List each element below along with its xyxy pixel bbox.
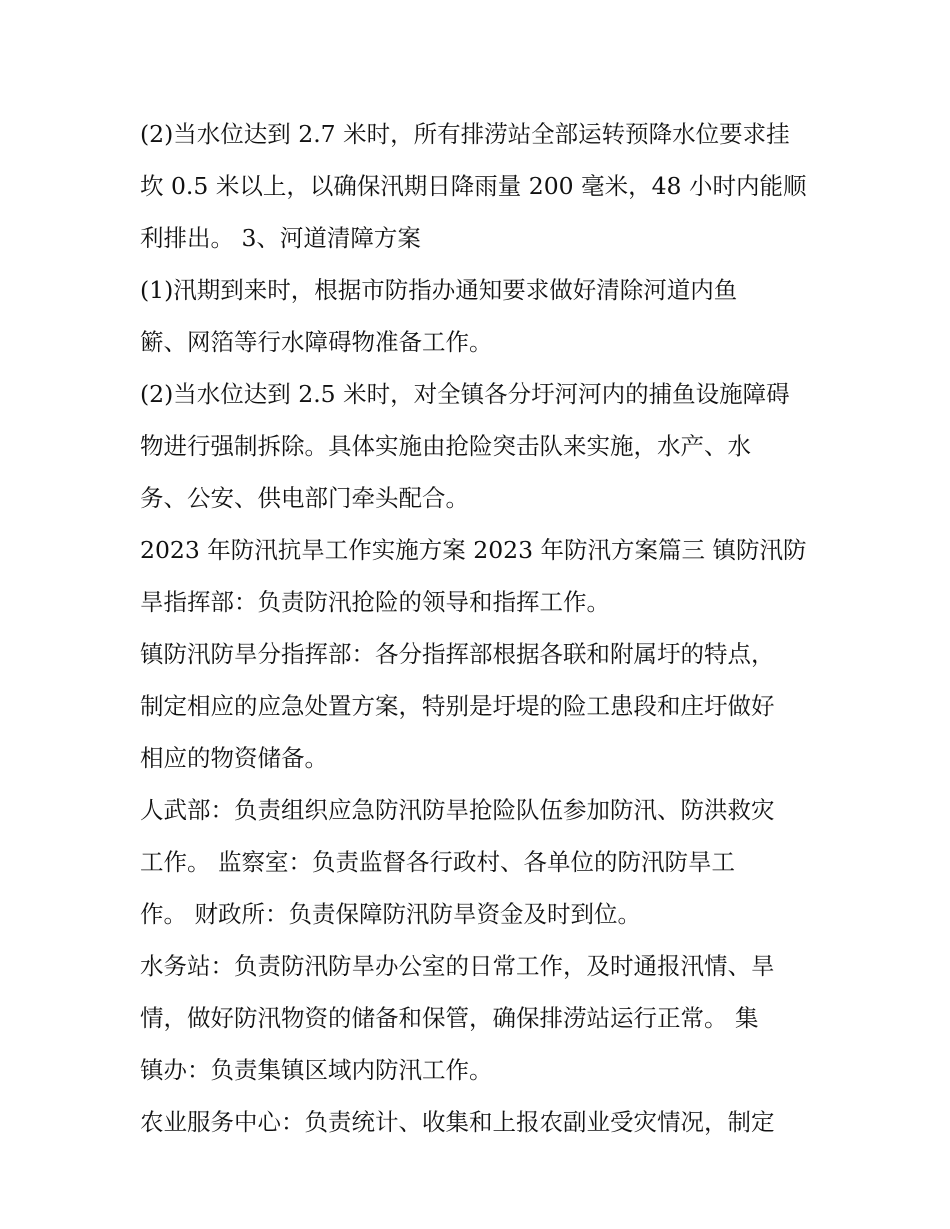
- text-line: (2)当水位达到 2.5 米时，对全镇各分圩河河内的捕鱼设施障碍: [140, 380, 790, 408]
- document-body: [140, 108, 830, 1148]
- text-line: 人武部：负责组织应急防汛防旱抢险队伍参加防汛、防洪救灾: [140, 796, 775, 824]
- text-line: 坎 0.5 米以上，以确保汛期日降雨量 200 毫米，48 小时内能顺: [140, 172, 807, 200]
- text-line: (1)汛期到来时，根据市防指办通知要求做好清除河道内鱼: [140, 276, 738, 304]
- text-line: 镇办：负责集镇区域内防汛工作。: [140, 1056, 493, 1084]
- text-line: 簖、网箔等行水障碍物准备工作。: [140, 328, 493, 356]
- text-line: 旱指挥部：负责防汛抢险的领导和指挥工作。: [140, 588, 610, 616]
- text-line: 务、公安、供电部门牵头配合。: [140, 484, 469, 512]
- text-line: (2)当水位达到 2.7 米时，所有排涝站全部运转预降水位要求挂: [140, 120, 790, 148]
- text-line: 工作。 监察室：负责监督各行政村、各单位的防汛防旱工: [140, 848, 735, 876]
- text-line: 水务站：负责防汛防旱办公室的日常工作，及时通报汛情、旱: [140, 952, 775, 980]
- text-line: 利排出。 3、河道清障方案: [140, 224, 421, 252]
- text-line: 情，做好防汛物资的储备和保管，确保排涝站运行正常。 集: [140, 1004, 759, 1032]
- text-line: 作。 财政所：负责保障防汛防旱资金及时到位。: [140, 900, 641, 928]
- text-line: 2023 年防汛抗旱工作实施方案 2023 年防汛方案篇三 镇防汛防: [140, 536, 807, 564]
- text-line: 农业服务中心：负责统计、收集和上报农副业受灾情况，制定: [140, 1108, 775, 1136]
- text-line: 物进行强制拆除。具体实施由抢险突击队来实施，水产、水: [140, 432, 751, 460]
- text-line: 相应的物资储备。: [140, 744, 328, 772]
- text-line: 镇防汛防旱分指挥部：各分指挥部根据各联和附属圩的特点，: [140, 640, 775, 668]
- text-line: 制定相应的应急处置方案，特别是圩堤的险工患段和庄圩做好: [140, 692, 775, 720]
